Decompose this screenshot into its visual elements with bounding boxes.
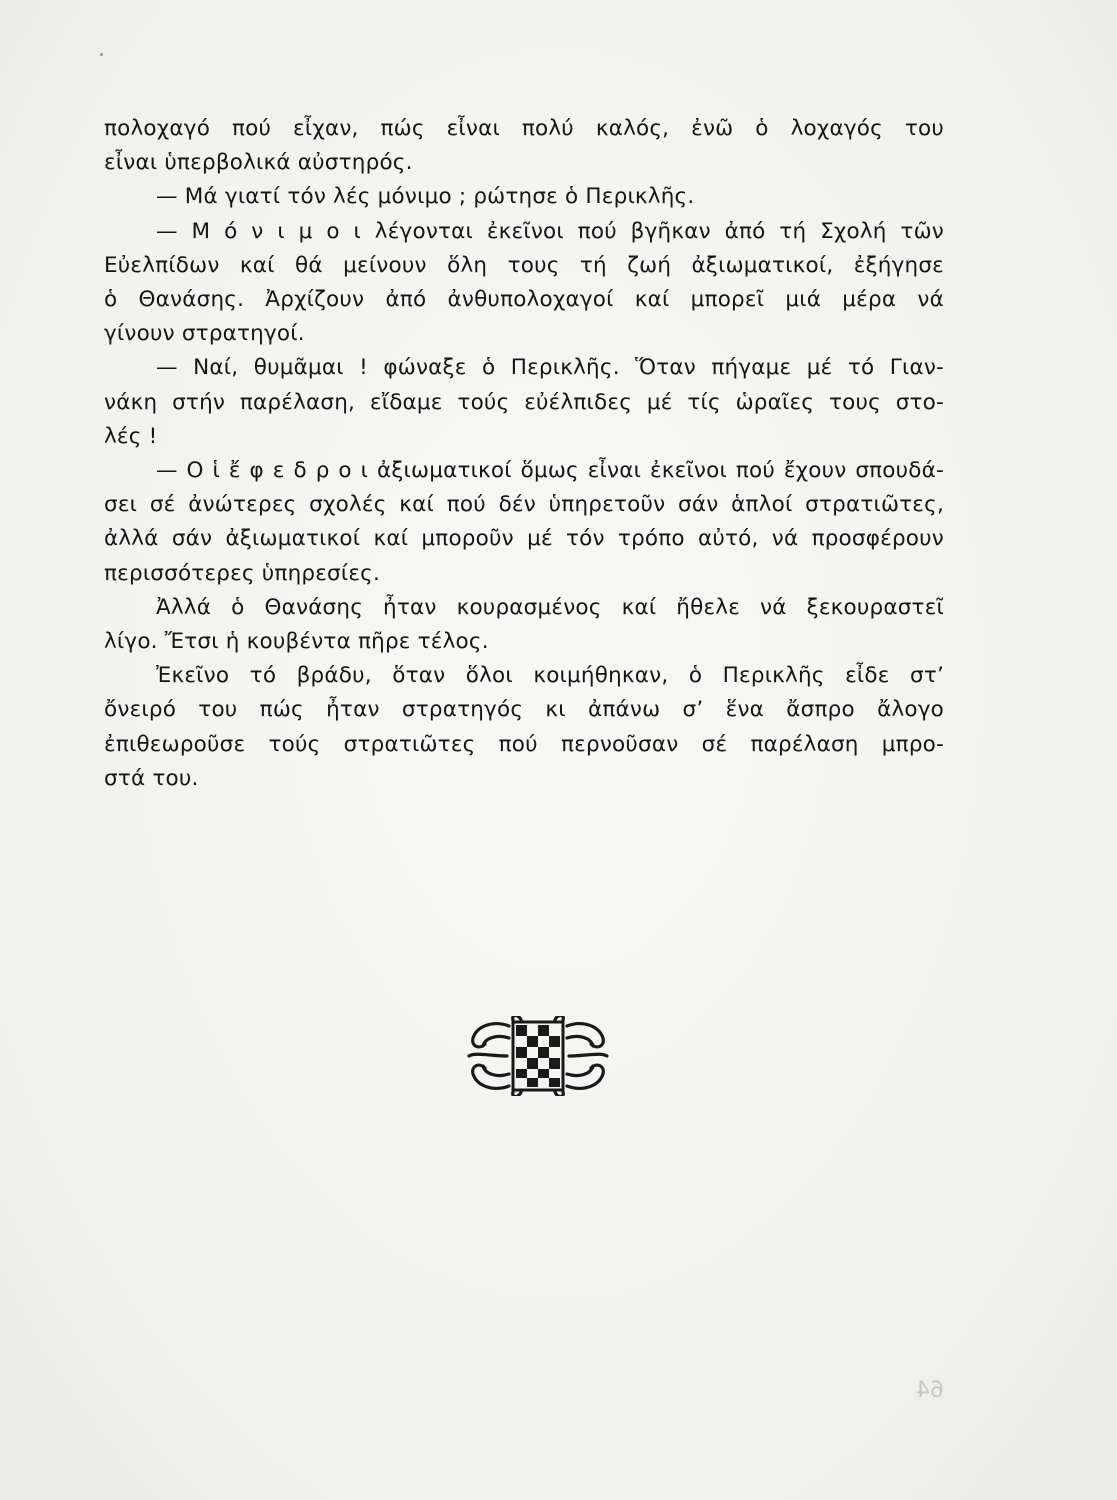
text-line-11: — Ο ἱ ἔ φ ε δ ρ ο ι ἀξιωματικοί ὅμως εἶναι ἐκεῖνοι πού ἔχουν σπουδά- — [156, 458, 944, 484]
text-line-5: Εὐελπίδων καί θά μείνουν ὅλη τους τή ζωή ἀξιωματικοί, ἐξήγησε — [104, 252, 944, 278]
text-line-4: — Μ ό ν ι μ ο ι λέγονται ἐκεῖνοι πού βγῆκαν ἀπό τή Σχολή τῶν — [156, 218, 944, 244]
text-line-20: στά του. — [104, 765, 199, 791]
text-line-1: πολοχαγό πού εἶχαν, πώς εἶναι πολύ καλός, ἐνῶ ὁ λοχαγός του — [104, 116, 944, 141]
bleed-through-page-number: 64 — [916, 1378, 944, 1403]
text-line-7: γίνουν στρατηγοί. — [104, 321, 305, 347]
text-line-15: Ἀλλά ὁ Θανάσης ἦταν κουρασμένος καί ἤθελε νά ξεκουραστεῖ — [156, 594, 944, 620]
text-line-17: Ἐκεῖνο τό βράδυ, ὅταν ὅλοι κοιμήθηκαν, ὁ Περικλῆς εἶδε στ’ — [156, 663, 944, 689]
text-line-9: νάκη στήν παρέλαση, εἴδαμε τούς εὐέλπιδες μέ τίς ὡραῖες τους στο- — [104, 389, 944, 415]
paragraph-6 — [104, 591, 944, 659]
paragraph-2 — [104, 180, 944, 214]
text-line-12: σει σέ ἀνώτερες σχολές καί πού δέν ὑπηρετοῦν σάν ἁπλοί στρατιῶτες, — [104, 492, 944, 518]
speck-mark — [100, 53, 103, 56]
paragraph-3 — [104, 215, 944, 352]
paragraph-1 — [104, 112, 944, 180]
text-line-2: εἶναι ὑπερβολικά αὐστηρός. — [104, 150, 413, 176]
text-line-18: ὄνειρό του πώς ἦταν στρατηγός κι ἀπάνω σ’ ἕνα ἄσπρο ἄλογο — [104, 697, 944, 723]
text-line-10: λές ! — [104, 423, 158, 449]
text-line-6: ὁ Θανάσης. Ἀρχίζουν ἀπό ἀνθυπολοχαγοί καί μπορεῖ μιά μέρα νά — [104, 287, 944, 313]
text-line-16: λίγο. Ἔτσι ἡ κουβέντα πῆρε τέλος. — [104, 629, 489, 655]
text-line-13: ἀλλά σάν ἀξιωματικοί καί μποροῦν μέ τόν τρόπο αὐτό, νά προσφέρουν — [104, 526, 944, 552]
paragraph-4 — [104, 351, 944, 454]
body-text — [104, 112, 944, 796]
text-line-3: — Μά γιατί τόν λές μόνιμο ; ρώτησε ὁ Περικλῆς. — [156, 184, 695, 210]
paragraph-5 — [104, 454, 944, 591]
ornament-icon — [463, 1016, 613, 1096]
text-line-14: περισσότερες ὑπηρεσίες. — [104, 560, 381, 586]
text-line-19: ἐπιθεωροῦσε τούς στρατιῶτες πού περνοῦσαν σέ παρέλαση μπρο- — [104, 731, 944, 757]
text-line-8: — Ναί, θυμᾶμαι ! φώναξε ὁ Περικλῆς. Ὅταν πήγαμε μέ τό Γιαν- — [156, 355, 944, 381]
paragraph-7 — [104, 659, 944, 796]
